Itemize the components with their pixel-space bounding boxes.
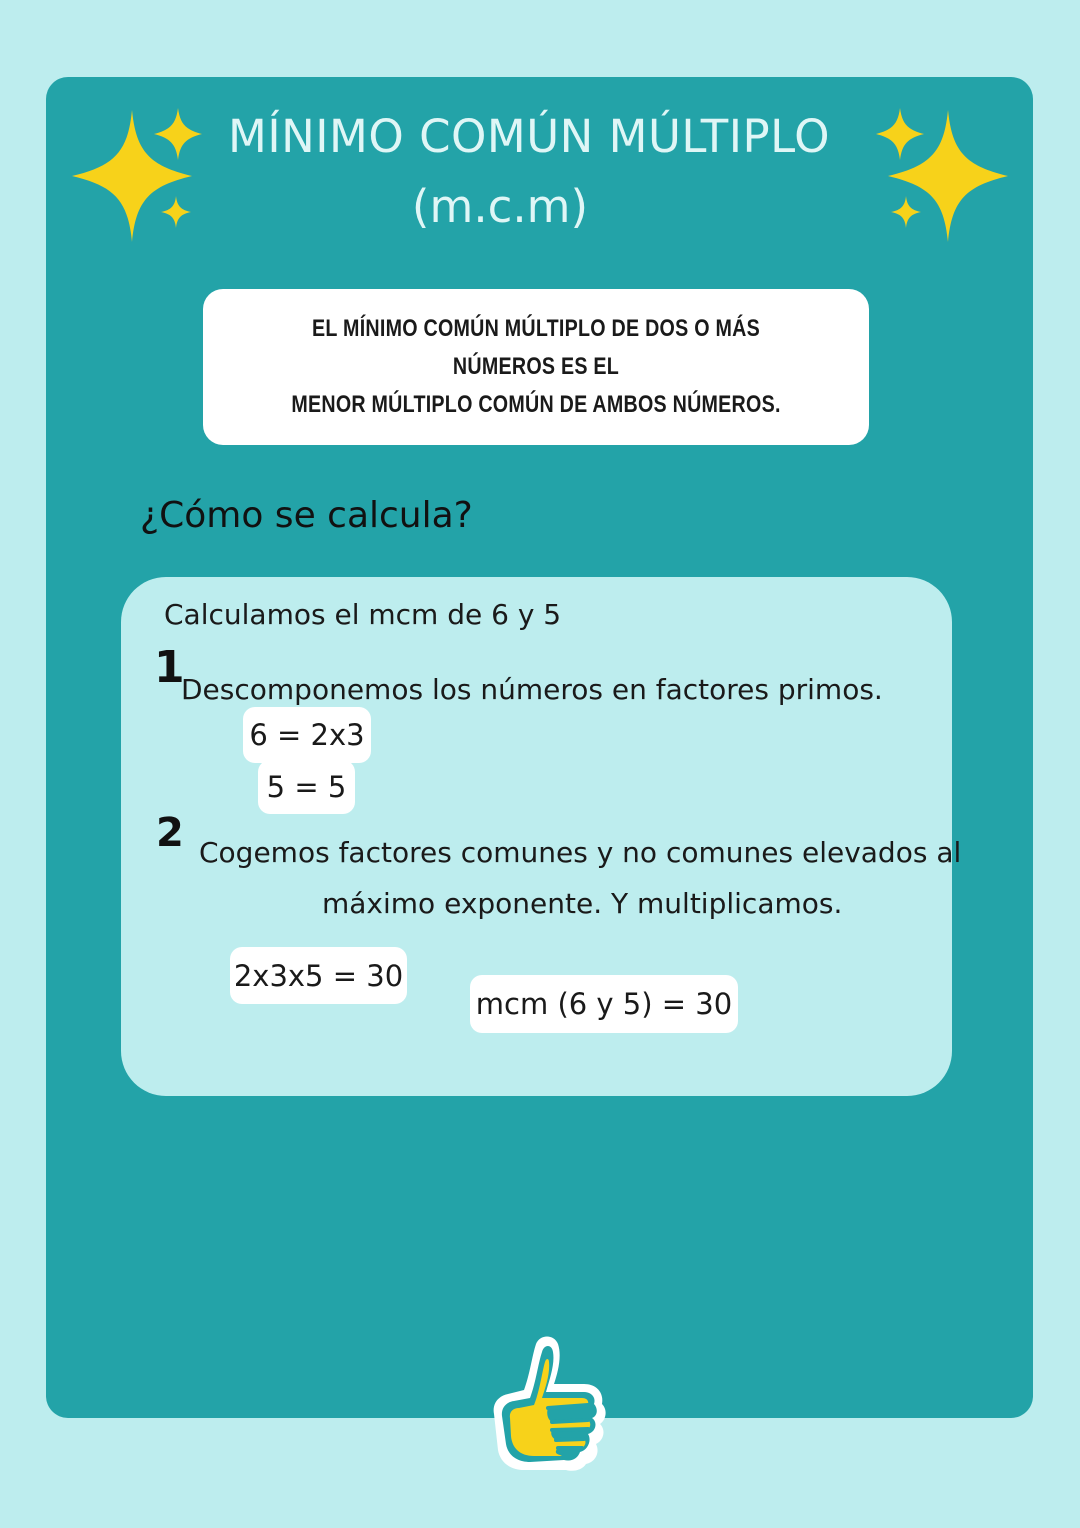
page-subtitle: (m.c.m) — [411, 180, 589, 233]
factorization-chip: 6 = 2x3 — [243, 707, 371, 763]
example-intro: Calculamos el mcm de 6 y 5 — [164, 598, 562, 631]
step-2-text-line-2: máximo exponente. Y multiplicamos. — [322, 887, 843, 920]
step-1-text: Descomponemos los números en factores primos. — [181, 673, 883, 706]
thumbs-up-icon — [484, 1330, 610, 1480]
product-chip: 2x3x5 = 30 — [230, 947, 407, 1004]
section-heading: ¿Cómo se calcula? — [140, 495, 473, 536]
step-number-1: 1 — [154, 642, 185, 693]
definition-line-1: EL MÍNIMO COMÚN MÚLTIPLO DE DOS O MÁS NÚMEROS ES EL — [312, 315, 760, 380]
factorization-chip: 5 = 5 — [258, 760, 355, 814]
definition-line-2: MENOR MÚLTIPLO COMÚN DE AMBOS NÚMEROS. — [291, 391, 781, 418]
sparkles-icon — [870, 100, 1010, 250]
step-number-2: 2 — [156, 810, 184, 856]
definition-box — [203, 289, 869, 445]
result-chip: mcm (6 y 5) = 30 — [470, 975, 738, 1033]
page-title: MÍNIMO COMÚN MÚLTIPLO — [228, 110, 831, 163]
definition-text — [282, 310, 790, 424]
step-2-text-line-1: Cogemos factores comunes y no comunes elevados al — [199, 836, 962, 869]
sparkles-icon — [70, 100, 210, 250]
